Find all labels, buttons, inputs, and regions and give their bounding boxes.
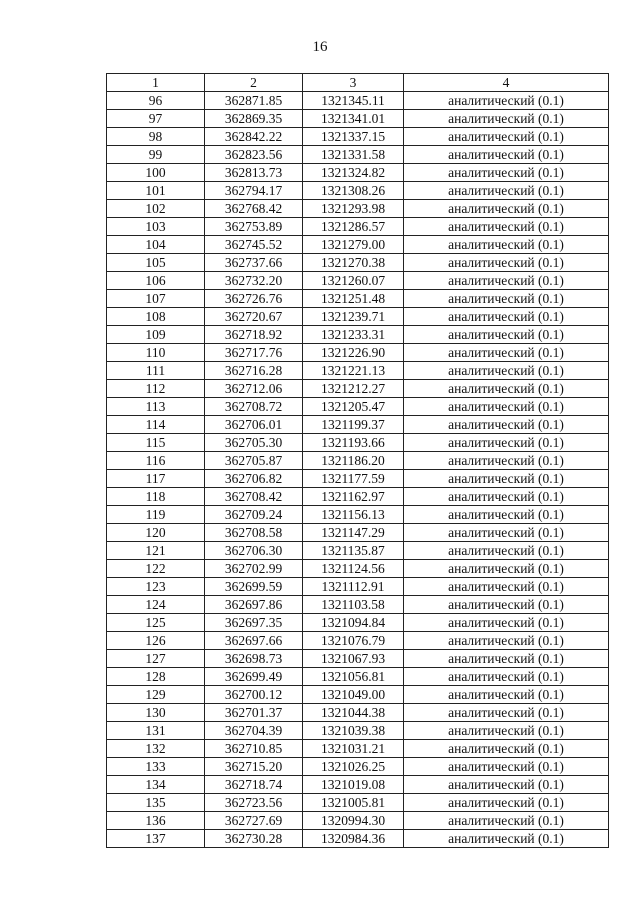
method-cell: аналитический (0.1): [404, 326, 609, 344]
point-number-cell: 137: [107, 830, 205, 848]
point-number-cell: 99: [107, 146, 205, 164]
coordinates-table-container: [106, 73, 608, 848]
y-coordinate-cell: 1321293.98: [303, 200, 404, 218]
y-coordinate-cell: 1321019.08: [303, 776, 404, 794]
method-cell: аналитический (0.1): [404, 272, 609, 290]
x-coordinate-cell: 362745.52: [205, 236, 303, 254]
y-coordinate-cell: 1321067.93: [303, 650, 404, 668]
method-cell: аналитический (0.1): [404, 164, 609, 182]
point-number-cell: 104: [107, 236, 205, 254]
point-number-cell: 127: [107, 650, 205, 668]
method-cell: аналитический (0.1): [404, 434, 609, 452]
point-number-cell: 103: [107, 218, 205, 236]
point-number-cell: 114: [107, 416, 205, 434]
y-coordinate-cell: 1321094.84: [303, 614, 404, 632]
y-coordinate-cell: 1321279.00: [303, 236, 404, 254]
x-coordinate-cell: 362732.20: [205, 272, 303, 290]
x-coordinate-cell: 362716.28: [205, 362, 303, 380]
point-number-cell: 130: [107, 704, 205, 722]
method-cell: аналитический (0.1): [404, 218, 609, 236]
table-row: [107, 254, 609, 272]
y-coordinate-cell: 1320994.30: [303, 812, 404, 830]
point-number-cell: 115: [107, 434, 205, 452]
y-coordinate-cell: 1321212.27: [303, 380, 404, 398]
y-coordinate-cell: 1321233.31: [303, 326, 404, 344]
y-coordinate-cell: 1320984.36: [303, 830, 404, 848]
table-row: [107, 524, 609, 542]
table-row: [107, 218, 609, 236]
table-row: [107, 308, 609, 326]
column-header-point-number: 1: [107, 74, 205, 92]
method-cell: аналитический (0.1): [404, 830, 609, 848]
x-coordinate-cell: 362720.67: [205, 308, 303, 326]
y-coordinate-cell: 1321286.57: [303, 218, 404, 236]
table-row: [107, 668, 609, 686]
point-number-cell: 124: [107, 596, 205, 614]
y-coordinate-cell: 1321135.87: [303, 542, 404, 560]
y-coordinate-cell: 1321341.01: [303, 110, 404, 128]
y-coordinate-cell: 1321103.58: [303, 596, 404, 614]
point-number-cell: 109: [107, 326, 205, 344]
y-coordinate-cell: 1321005.81: [303, 794, 404, 812]
table-row: [107, 596, 609, 614]
method-cell: аналитический (0.1): [404, 470, 609, 488]
y-coordinate-cell: 1321049.00: [303, 686, 404, 704]
point-number-cell: 132: [107, 740, 205, 758]
x-coordinate-cell: 362794.17: [205, 182, 303, 200]
x-coordinate-cell: 362708.72: [205, 398, 303, 416]
y-coordinate-cell: 1321156.13: [303, 506, 404, 524]
table-row: [107, 632, 609, 650]
y-coordinate-cell: 1321345.11: [303, 92, 404, 110]
x-coordinate-cell: 362708.58: [205, 524, 303, 542]
method-cell: аналитический (0.1): [404, 596, 609, 614]
page-number: 16: [312, 39, 328, 55]
y-coordinate-cell: 1321308.26: [303, 182, 404, 200]
method-cell: аналитический (0.1): [404, 686, 609, 704]
table-row: [107, 506, 609, 524]
method-cell: аналитический (0.1): [404, 290, 609, 308]
point-number-cell: 134: [107, 776, 205, 794]
y-coordinate-cell: 1321039.38: [303, 722, 404, 740]
point-number-cell: 135: [107, 794, 205, 812]
table-row: [107, 470, 609, 488]
y-coordinate-cell: 1321112.91: [303, 578, 404, 596]
method-cell: аналитический (0.1): [404, 614, 609, 632]
x-coordinate-cell: 362718.92: [205, 326, 303, 344]
y-coordinate-cell: 1321221.13: [303, 362, 404, 380]
point-number-cell: 100: [107, 164, 205, 182]
method-cell: аналитический (0.1): [404, 740, 609, 758]
method-cell: аналитический (0.1): [404, 758, 609, 776]
method-cell: аналитический (0.1): [404, 92, 609, 110]
x-coordinate-cell: 362715.20: [205, 758, 303, 776]
point-number-cell: 136: [107, 812, 205, 830]
y-coordinate-cell: 1321337.15: [303, 128, 404, 146]
method-cell: аналитический (0.1): [404, 308, 609, 326]
x-coordinate-cell: 362813.73: [205, 164, 303, 182]
point-number-cell: 110: [107, 344, 205, 362]
x-coordinate-cell: 362699.49: [205, 668, 303, 686]
x-coordinate-cell: 362727.69: [205, 812, 303, 830]
x-coordinate-cell: 362706.01: [205, 416, 303, 434]
method-cell: аналитический (0.1): [404, 632, 609, 650]
x-coordinate-cell: 362699.59: [205, 578, 303, 596]
column-header-y-coordinate: 3: [303, 74, 404, 92]
x-coordinate-cell: 362726.76: [205, 290, 303, 308]
x-coordinate-cell: 362842.22: [205, 128, 303, 146]
method-cell: аналитический (0.1): [404, 452, 609, 470]
x-coordinate-cell: 362705.30: [205, 434, 303, 452]
point-number-cell: 121: [107, 542, 205, 560]
table-row: [107, 92, 609, 110]
method-cell: аналитический (0.1): [404, 560, 609, 578]
method-cell: аналитический (0.1): [404, 182, 609, 200]
point-number-cell: 96: [107, 92, 205, 110]
table-row: [107, 560, 609, 578]
point-number-cell: 102: [107, 200, 205, 218]
point-number-cell: 113: [107, 398, 205, 416]
table-row: [107, 614, 609, 632]
method-cell: аналитический (0.1): [404, 542, 609, 560]
x-coordinate-cell: 362718.74: [205, 776, 303, 794]
y-coordinate-cell: 1321124.56: [303, 560, 404, 578]
table-row: [107, 578, 609, 596]
method-cell: аналитический (0.1): [404, 488, 609, 506]
method-cell: аналитический (0.1): [404, 416, 609, 434]
point-number-cell: 98: [107, 128, 205, 146]
method-cell: аналитический (0.1): [404, 146, 609, 164]
x-coordinate-cell: 362768.42: [205, 200, 303, 218]
y-coordinate-cell: 1321056.81: [303, 668, 404, 686]
point-number-cell: 105: [107, 254, 205, 272]
x-coordinate-cell: 362704.39: [205, 722, 303, 740]
x-coordinate-cell: 362737.66: [205, 254, 303, 272]
point-number-cell: 119: [107, 506, 205, 524]
x-coordinate-cell: 362823.56: [205, 146, 303, 164]
x-coordinate-cell: 362717.76: [205, 344, 303, 362]
table-row: [107, 110, 609, 128]
point-number-cell: 107: [107, 290, 205, 308]
table-row: [107, 146, 609, 164]
x-coordinate-cell: 362871.85: [205, 92, 303, 110]
point-number-cell: 97: [107, 110, 205, 128]
y-coordinate-cell: 1321186.20: [303, 452, 404, 470]
y-coordinate-cell: 1321177.59: [303, 470, 404, 488]
y-coordinate-cell: 1321239.71: [303, 308, 404, 326]
y-coordinate-cell: 1321193.66: [303, 434, 404, 452]
method-cell: аналитический (0.1): [404, 236, 609, 254]
method-cell: аналитический (0.1): [404, 110, 609, 128]
y-coordinate-cell: 1321226.90: [303, 344, 404, 362]
x-coordinate-cell: 362700.12: [205, 686, 303, 704]
x-coordinate-cell: 362730.28: [205, 830, 303, 848]
point-number-cell: 101: [107, 182, 205, 200]
y-coordinate-cell: 1321026.25: [303, 758, 404, 776]
table-row: [107, 380, 609, 398]
coordinates-table-body: [107, 74, 609, 848]
y-coordinate-cell: 1321162.97: [303, 488, 404, 506]
point-number-cell: 122: [107, 560, 205, 578]
table-row: [107, 488, 609, 506]
point-number-cell: 133: [107, 758, 205, 776]
method-cell: аналитический (0.1): [404, 704, 609, 722]
point-number-cell: 125: [107, 614, 205, 632]
point-number-cell: 108: [107, 308, 205, 326]
table-row: [107, 398, 609, 416]
method-cell: аналитический (0.1): [404, 380, 609, 398]
table-row: [107, 830, 609, 848]
method-cell: аналитический (0.1): [404, 812, 609, 830]
point-number-cell: 129: [107, 686, 205, 704]
x-coordinate-cell: 362723.56: [205, 794, 303, 812]
x-coordinate-cell: 362710.85: [205, 740, 303, 758]
method-cell: аналитический (0.1): [404, 776, 609, 794]
table-row: [107, 416, 609, 434]
table-row: [107, 650, 609, 668]
table-row: [107, 362, 609, 380]
x-coordinate-cell: 362697.35: [205, 614, 303, 632]
y-coordinate-cell: 1321324.82: [303, 164, 404, 182]
point-number-cell: 128: [107, 668, 205, 686]
column-header-method: 4: [404, 74, 609, 92]
table-row: [107, 776, 609, 794]
table-row: [107, 182, 609, 200]
coordinates-table: [106, 73, 609, 848]
y-coordinate-cell: 1321270.38: [303, 254, 404, 272]
point-number-cell: 112: [107, 380, 205, 398]
x-coordinate-cell: 362709.24: [205, 506, 303, 524]
method-cell: аналитический (0.1): [404, 398, 609, 416]
point-number-cell: 120: [107, 524, 205, 542]
table-row: [107, 272, 609, 290]
point-number-cell: 116: [107, 452, 205, 470]
table-row: [107, 344, 609, 362]
table-row: [107, 740, 609, 758]
y-coordinate-cell: 1321147.29: [303, 524, 404, 542]
point-number-cell: 111: [107, 362, 205, 380]
table-row: [107, 434, 609, 452]
x-coordinate-cell: 362697.66: [205, 632, 303, 650]
y-coordinate-cell: 1321076.79: [303, 632, 404, 650]
table-row: [107, 164, 609, 182]
point-number-cell: 106: [107, 272, 205, 290]
y-coordinate-cell: 1321031.21: [303, 740, 404, 758]
table-row: [107, 794, 609, 812]
y-coordinate-cell: 1321331.58: [303, 146, 404, 164]
table-row: [107, 722, 609, 740]
method-cell: аналитический (0.1): [404, 128, 609, 146]
table-row: [107, 290, 609, 308]
y-coordinate-cell: 1321044.38: [303, 704, 404, 722]
point-number-cell: 131: [107, 722, 205, 740]
point-number-cell: 118: [107, 488, 205, 506]
table-row: [107, 704, 609, 722]
method-cell: аналитический (0.1): [404, 200, 609, 218]
x-coordinate-cell: 362753.89: [205, 218, 303, 236]
x-coordinate-cell: 362706.82: [205, 470, 303, 488]
x-coordinate-cell: 362705.87: [205, 452, 303, 470]
point-number-cell: 117: [107, 470, 205, 488]
method-cell: аналитический (0.1): [404, 254, 609, 272]
column-header-x-coordinate: 2: [205, 74, 303, 92]
x-coordinate-cell: 362712.06: [205, 380, 303, 398]
method-cell: аналитический (0.1): [404, 722, 609, 740]
table-row: [107, 452, 609, 470]
x-coordinate-cell: 362701.37: [205, 704, 303, 722]
method-cell: аналитический (0.1): [404, 794, 609, 812]
method-cell: аналитический (0.1): [404, 506, 609, 524]
x-coordinate-cell: 362697.86: [205, 596, 303, 614]
table-row: [107, 236, 609, 254]
table-row: [107, 200, 609, 218]
y-coordinate-cell: 1321251.48: [303, 290, 404, 308]
method-cell: аналитический (0.1): [404, 362, 609, 380]
method-cell: аналитический (0.1): [404, 650, 609, 668]
x-coordinate-cell: 362708.42: [205, 488, 303, 506]
method-cell: аналитический (0.1): [404, 344, 609, 362]
point-number-cell: 123: [107, 578, 205, 596]
y-coordinate-cell: 1321260.07: [303, 272, 404, 290]
table-row: [107, 542, 609, 560]
method-cell: аналитический (0.1): [404, 578, 609, 596]
x-coordinate-cell: 362706.30: [205, 542, 303, 560]
point-number-cell: 126: [107, 632, 205, 650]
table-row: [107, 326, 609, 344]
table-row: [107, 686, 609, 704]
table-row: [107, 758, 609, 776]
x-coordinate-cell: 362702.99: [205, 560, 303, 578]
method-cell: аналитический (0.1): [404, 524, 609, 542]
y-coordinate-cell: 1321205.47: [303, 398, 404, 416]
table-row: [107, 128, 609, 146]
x-coordinate-cell: 362698.73: [205, 650, 303, 668]
table-row: [107, 812, 609, 830]
table-header-row: [107, 74, 609, 92]
method-cell: аналитический (0.1): [404, 668, 609, 686]
x-coordinate-cell: 362869.35: [205, 110, 303, 128]
y-coordinate-cell: 1321199.37: [303, 416, 404, 434]
